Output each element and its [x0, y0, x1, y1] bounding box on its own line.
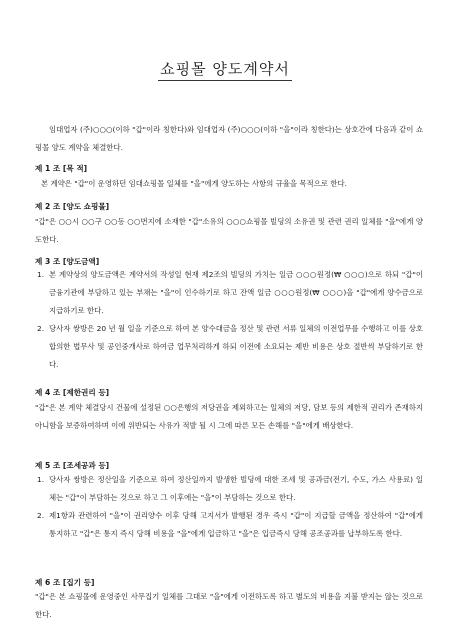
list-item	[35, 320, 423, 374]
item-number: 2.	[37, 511, 45, 520]
list-item	[35, 507, 423, 543]
intro-paragraph: 임대업자 (주)○○○(이하 "갑"이라 칭한다)와 임대업자 (주)○○○(이하 "을"이라 칭한다)는 상호간에 다음과 같이 쇼핑몰 양도 계약을 체결한다.	[35, 125, 423, 152]
document-title: 쇼핑몰 양도계약서	[160, 60, 290, 78]
article-4-body: "갑"은 본 계약 체결당시 건물에 설정된 ○○은행의 저당권을 제외하고는 일체의 저당, 담보 등의 제한적 권리가 존재하지 아니함을 보증하여하며 이에 위반되는 사유가 적발 될 시 그에 따른 모든 손해를 "을"에게 배상한다.	[35, 403, 423, 430]
item-number: 2.	[37, 324, 45, 333]
item-number: 1.	[37, 475, 45, 484]
list-item	[35, 471, 423, 507]
article-4-heading: 제 4 조 [제한권리 등]	[35, 388, 110, 397]
list-item-text: 제1항과 관련하여 "을"이 권리양수 이후 당해 고지서가 발행된 경우 즉시 "갑"이 지급할 금액을 정산하여 "갑"에게 통지하고 "갑"은 통지 즉시 당해 비용을 "을"에게 입금하고 "을"은 입금즉시 당해 공조공과를 납부하도록 한다.	[49, 511, 423, 538]
list-item-text: 본 계약상의 양도금액은 계약서의 작성일 현재 제2조의 빌딩의 가치는 일금 ○○○원정(₩ ○○○)으로 하되 "갑"이 금융기관에 부담하고 있는 부채는 "을"이 인수하기로 하고 잔액 일금 ○○○원정(₩ ○○○)을 "갑"에게 양수금으로 지급하기로 한다.	[49, 270, 423, 315]
article-1-body: 본 계약은 "갑"이 운영하던 임대쇼핑몰 일체를 "을"에게 양도하는 사항의 규율을 목적으로 한다.	[41, 179, 347, 188]
item-number: 1.	[37, 270, 45, 279]
article-3-heading: 제 3 조 [양도금액]	[35, 257, 100, 266]
article-5-list	[35, 471, 423, 543]
list-item-text: 당사자 쌍방은 정산일을 기준으로 하여 정산일까지 발생한 빌딩에 대한 조세 및 공과금(전기, 수도, 가스 사용료) 일체는 "갑"이 부담하는 것으로 하고 그 이후에는 "을"이 부담하는 것으로 한다.	[49, 475, 423, 502]
article-1-heading: 제 1 조 [목 적]	[35, 164, 88, 173]
article-6-heading: 제 6 조 [집기 등]	[35, 578, 95, 587]
article-5-heading: 제 5 조 [조세공과 등]	[35, 461, 110, 470]
article-2-heading: 제 2 조 [양도 쇼핑몰]	[35, 202, 110, 211]
article-3-list	[35, 266, 423, 374]
article-6-body: "갑"은 본 쇼핑몰에 운영중인 사무집기 일체를 그대로 "을"에게 이전하도록 하고 별도의 비용을 지불 받지는 않는 것으로 한다.	[35, 592, 423, 619]
title-underline	[158, 80, 292, 81]
list-item-text: 당사자 쌍방은 20 년 월 일을 기준으로 하여 본 양수대금을 정산 및 관련 서류 일체의 이전업무를 수행하고 이를 상호 합의한 법무사 및 공인중개사로 하여금 업무처리하게 하되 이전에 소요되는 제반 비용은 상호 절반씩 부담하기로 한다.	[49, 324, 423, 369]
list-item	[35, 266, 423, 320]
article-2-body: "갑"은 ○○시 ○○구 ○○동 ○○번지에 소재한 "갑"소유의 ○○○쇼핑몰 빌딩의 소유권 및 관련 권리 일체를 "을"에게 양도한다.	[35, 217, 423, 244]
